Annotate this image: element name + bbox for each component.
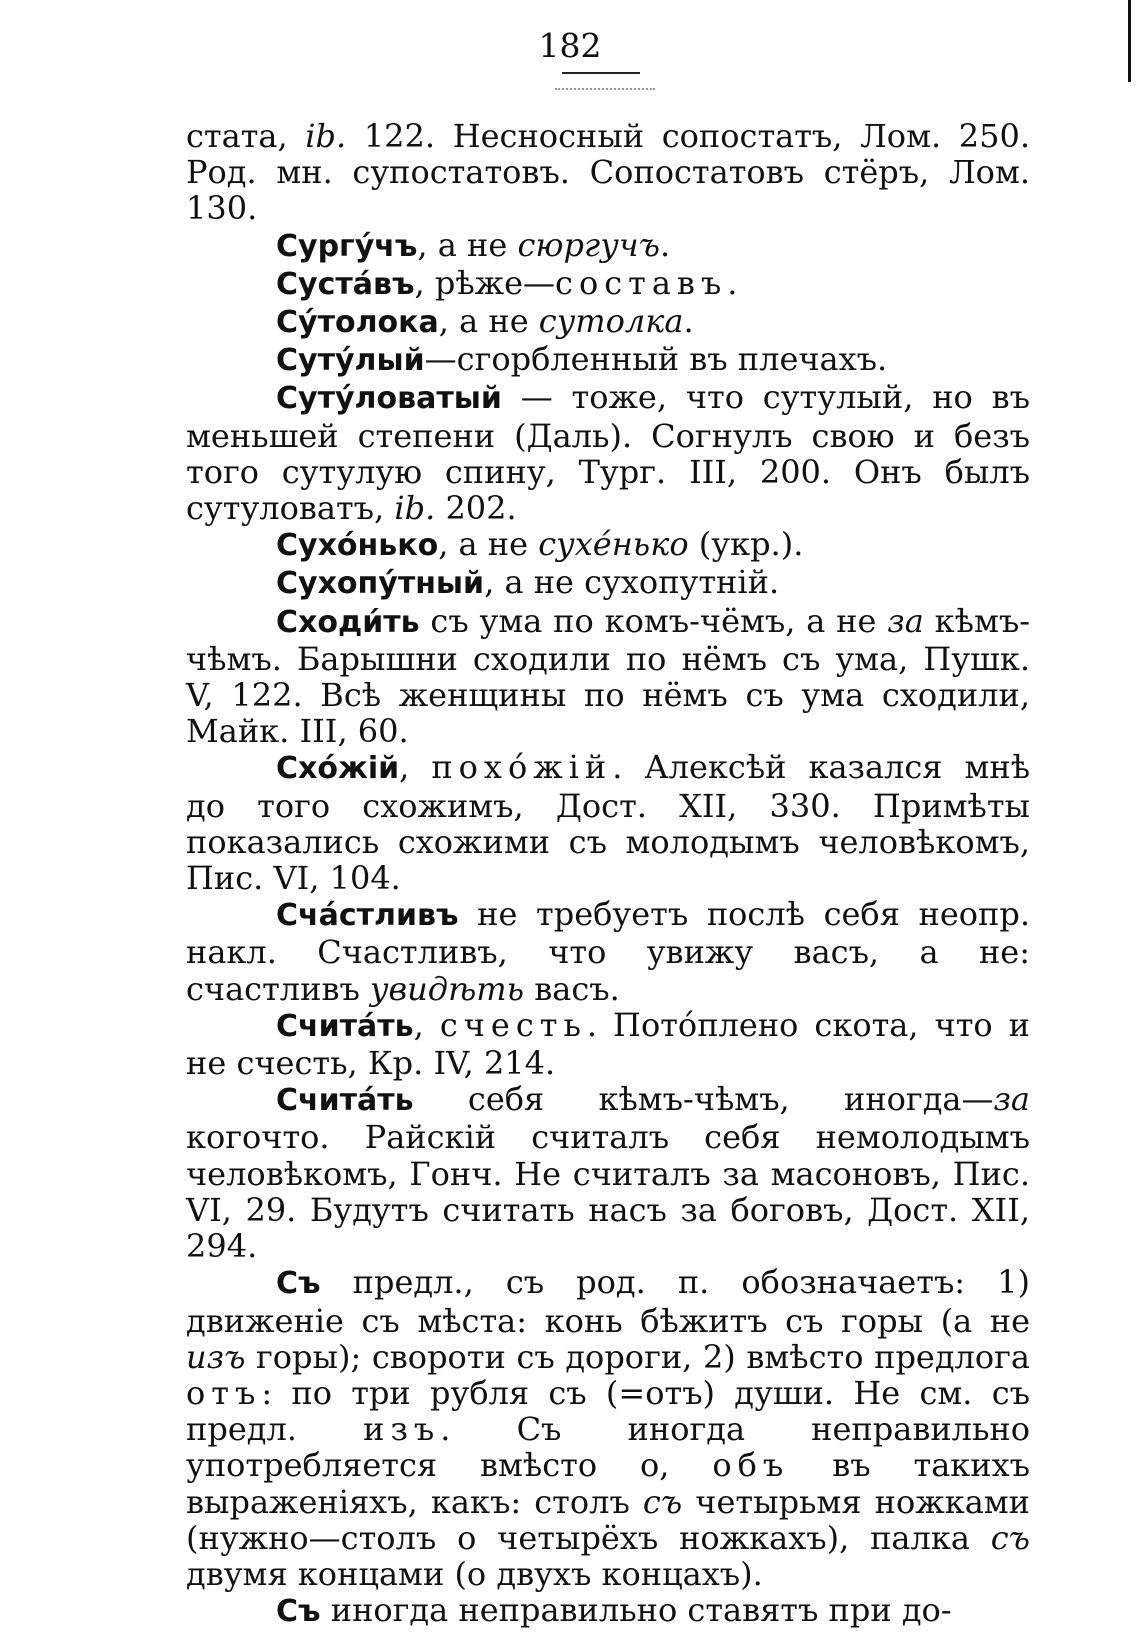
dictionary-entry (186, 265, 1030, 303)
entry-headword: Счáстливъ (276, 898, 459, 934)
dictionary-entry (186, 526, 1030, 564)
entry-italic-text: сюргучъ (517, 225, 660, 264)
entry-continuation (186, 118, 1030, 227)
dictionary-entry (186, 227, 1030, 265)
dictionary-entry (186, 749, 1030, 896)
entry-headword: Съ (276, 1594, 321, 1630)
entry-text: съ ума по комъ-чёмъ, а не (419, 601, 888, 640)
entry-spaced-text: составъ (555, 263, 728, 302)
entry-text: , а не (438, 302, 539, 341)
entry-headword: Сутýлый (276, 343, 425, 379)
entry-italic-text: съ (642, 1482, 683, 1521)
entry-italic-text: изъ (186, 1337, 246, 1376)
entry-text: . Съ иногда неправильно употребляется вмѣсто о, (186, 1410, 1031, 1485)
dictionary-entry (186, 564, 1030, 602)
entry-spaced-text: объ (712, 1446, 790, 1485)
entry-headword: Схóжiй (276, 751, 400, 787)
entry-text: двумя концами (о двухъ концахъ). (186, 1554, 763, 1593)
entry-text: васъ. (524, 969, 620, 1008)
entry-text: —сгорбленный въ плечахъ. (424, 340, 888, 379)
entry-text: стата, (186, 117, 306, 155)
entry-headword: Сýтолока (276, 305, 439, 341)
page-number-rule (562, 72, 640, 74)
entry-text: иногда неправильно ставятъ при до- (320, 1591, 952, 1630)
entry-italic-text: ib. (394, 489, 436, 528)
entry-text: горы); свороти съ дороги, 2) вмѣсто предлога (245, 1337, 1030, 1376)
entry-text: , а не (438, 525, 539, 564)
dictionary-entry (186, 896, 1030, 1007)
entry-italic-text: за (887, 601, 924, 640)
entry-italic-text: увидѣть (369, 969, 525, 1008)
dictionary-entry (186, 1081, 1030, 1264)
dictionary-entry (186, 1592, 1030, 1630)
entry-headword: Сходи́ть (276, 604, 420, 640)
entry-text: , а не сухопутнiй. (484, 563, 780, 602)
entry-text: . (727, 263, 738, 302)
entry-headword: Сухóнько (276, 528, 439, 564)
entry-text: : по три рубля съ (=отъ) души. Не см. съ предл. (186, 1373, 1030, 1449)
dictionary-entry (186, 1264, 1030, 1592)
entry-italic-text: ib. (305, 117, 347, 155)
entry-text: когочто. Райскiй считалъ себя немолодымъ человѣкомъ, Гонч. Не считалъ за масоновъ, Пис. VI, 29. Будутъ считать насъ за боговъ, Дост. XII, 294. (186, 1118, 1030, 1266)
entry-text: . (660, 225, 671, 264)
entry-text: . (683, 302, 694, 341)
entry-text: 122. Несносный сопостатъ, Лом. 250. Род. мн. супостатовъ. Сопостатовъ стёръ, Лом. 130. (186, 117, 1031, 228)
entry-text: (укр.). (688, 525, 804, 564)
entry-text: , (399, 748, 432, 787)
entry-text: 202. (435, 489, 517, 528)
entry-spaced-text: отъ (186, 1373, 262, 1412)
binding-edge-mark (1128, 0, 1131, 82)
dictionary-entry (186, 303, 1030, 341)
dictionary-entry (186, 1007, 1030, 1081)
entry-headword: Считáть (276, 1008, 414, 1044)
page-number-dots (555, 82, 655, 90)
entry-text: , (413, 1005, 440, 1044)
entry-spaced-text: счесть (439, 1005, 587, 1044)
entry-text: . Потóплено скота, что и не счесть, Кр. IV, 214. (186, 1005, 1031, 1083)
entry-headword: Сутýловатый (276, 381, 502, 417)
entry-text: четырьмя ножками (нужно—столъ о четырёхъ ножкахъ), палка (186, 1482, 1030, 1557)
entry-headword: Сухопýтный (276, 566, 485, 602)
entry-text: . Алексѣй казался мнѣ до того схожимъ, Дост. XII, 330. Примѣты показались схожими съ молодымъ человѣкомъ, Пис. VI, 104. (186, 748, 1030, 898)
entry-text: не требуетъ послѣ себя неопр. накл. Счастливъ, что увижу васъ, а не: счастливъ (186, 895, 1030, 1008)
entry-italic-text: съ (990, 1518, 1030, 1557)
entry-italic-text: сухéнько (538, 525, 689, 564)
dictionary-entry (186, 379, 1030, 526)
entry-text: — тоже, что сутулый, но въ меньшей степени (Даль). Согнулъ свою и безъ того сутулую спину, Тург. III, 200. Онъ былъ сутуловатъ, (186, 378, 1030, 528)
entry-italic-text: за (993, 1080, 1030, 1119)
dictionary-entries (186, 118, 1030, 1630)
entry-headword: Считáть (276, 1083, 414, 1119)
entry-spaced-text: изъ (363, 1410, 441, 1449)
entry-headword: Съ (276, 1266, 321, 1302)
entry-text: , а не (417, 225, 518, 264)
entry-headword: Сустáвъ (276, 266, 415, 302)
entry-headword: Сургýчъ (276, 228, 418, 264)
entry-text: кѣмъ-чѣмъ. Барышни сходили по нёмъ съ ума, Пушк. V, 122. Всѣ женщины по нёмъ съ ума сходили, Майк. III, 60. (186, 601, 1031, 751)
entry-text: себя кѣмъ-чѣмъ, иногда— (413, 1080, 994, 1119)
page-number: 182 (538, 26, 602, 65)
entry-spaced-text: похóжiй (431, 748, 613, 787)
entry-italic-text: сутолка (538, 302, 684, 341)
entry-text: предл., съ род. п. обозначаетъ: 1) движенiе съ мѣста: конь бѣжитъ съ горы (а не (186, 1263, 1030, 1340)
dictionary-entry (186, 341, 1030, 379)
entry-text: въ такихъ выраженiяхъ, какъ: столъ (186, 1446, 1030, 1521)
dictionary-entry (186, 603, 1030, 750)
entry-text: , рѣже— (414, 263, 556, 302)
